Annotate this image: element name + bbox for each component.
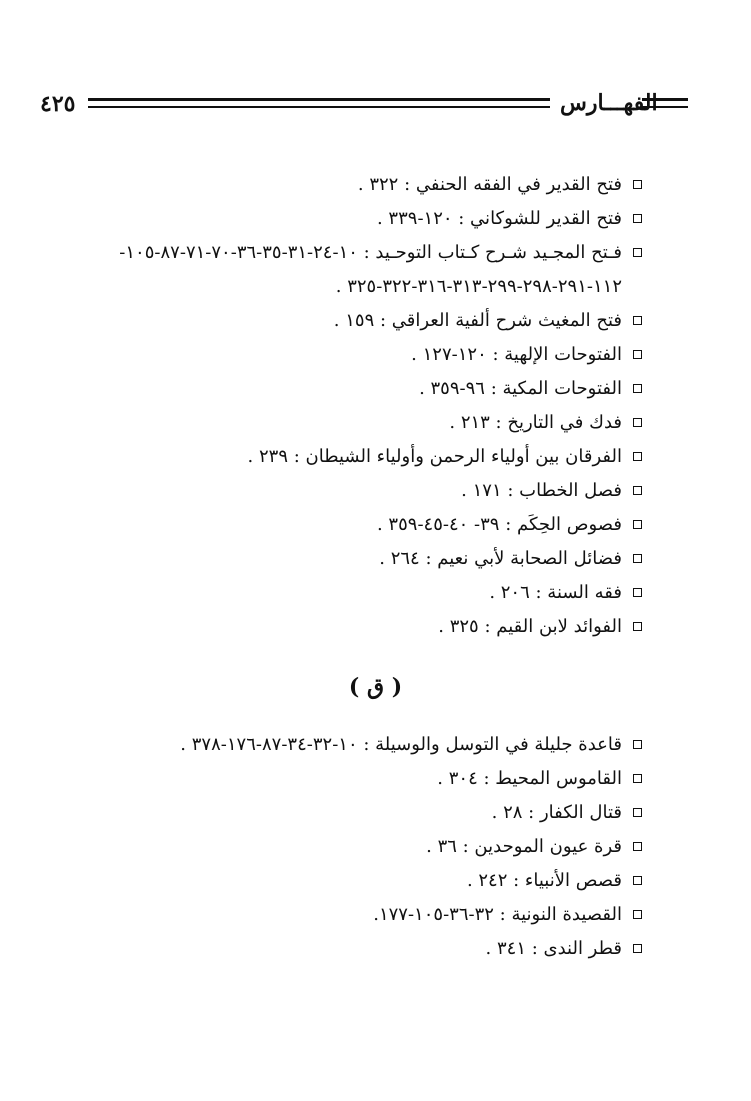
entry-text: قصص الأنبياء : ٢٤٢ . bbox=[466, 870, 622, 891]
entry-text: القصيدة النونية : ٣٢-٣٦-١٠٥-١٧٧. bbox=[373, 904, 622, 925]
square-bullet-icon bbox=[633, 622, 642, 631]
entry-text: فـتح المجـيد شـرح كـتاب التوحـيد : ١٠-٢٤-٣١-٣٥-٣٦-٧٠-٧١-٨٧-١٠٥- ١١٢-٢٩١-٢٩٨-٢٩٩-٣١٣-٣١٦-٣٢٢-٣٢٥ . bbox=[119, 242, 622, 297]
index-entry bbox=[30, 236, 642, 304]
entry-text: الفتوحات الإلهية : ١٢٠-١٢٧ . bbox=[411, 344, 622, 365]
entry-text: الفرقان بين أولياء الرحمن وأولياء الشيطان : ٢٣٩ . bbox=[247, 446, 622, 467]
entry-text: فتح المغيث شرح ألفية العراقي : ١٥٩ . bbox=[333, 310, 622, 331]
entry-text: فتح القدير في الفقه الحنفي : ٣٢٢ . bbox=[357, 174, 622, 195]
square-bullet-icon bbox=[633, 248, 642, 257]
square-bullet-icon bbox=[633, 740, 642, 749]
header-rule-long bbox=[88, 98, 550, 108]
page-header bbox=[40, 88, 690, 128]
square-bullet-icon bbox=[633, 486, 642, 495]
square-bullet-icon bbox=[633, 808, 642, 817]
square-bullet-icon bbox=[633, 520, 642, 529]
index-entry bbox=[30, 440, 642, 474]
entry-text: فدك في التاريخ : ٢١٣ . bbox=[449, 412, 622, 433]
index-entry bbox=[30, 610, 642, 644]
entry-text: فصوص الحِكَم : ٣٩- ٤٠-٤٥-٣٥٩ . bbox=[376, 514, 622, 535]
section-heading-qaf: ( ق ) bbox=[348, 674, 403, 700]
square-bullet-icon bbox=[633, 316, 642, 325]
index-entry bbox=[30, 508, 642, 542]
index-entry bbox=[30, 202, 642, 236]
header-title: الفهـــارس bbox=[560, 90, 658, 116]
square-bullet-icon bbox=[633, 876, 642, 885]
square-bullet-icon bbox=[633, 842, 642, 851]
index-entry bbox=[30, 542, 642, 576]
header-rule-short bbox=[642, 98, 688, 108]
square-bullet-icon bbox=[633, 384, 642, 393]
index-entry bbox=[30, 168, 642, 202]
entry-text: فضائل الصحابة لأبي نعيم : ٢٦٤ . bbox=[379, 548, 622, 569]
square-bullet-icon bbox=[633, 944, 642, 953]
square-bullet-icon bbox=[633, 588, 642, 597]
entry-text: فصل الخطاب : ١٧١ . bbox=[461, 480, 622, 501]
index-entry bbox=[30, 830, 642, 864]
index-entry bbox=[30, 898, 642, 932]
index-entry bbox=[30, 406, 642, 440]
square-bullet-icon bbox=[633, 774, 642, 783]
square-bullet-icon bbox=[633, 452, 642, 461]
index-entry bbox=[30, 864, 642, 898]
entry-text: قطر الندى : ٣٤١ . bbox=[485, 938, 622, 959]
index-entry bbox=[30, 762, 642, 796]
index-entry bbox=[30, 372, 642, 406]
entry-text: فقه السنة : ٢٠٦ . bbox=[489, 582, 622, 603]
page-number: ٤٢٥ bbox=[40, 91, 76, 117]
square-bullet-icon bbox=[633, 910, 642, 919]
index-entry bbox=[30, 932, 642, 966]
index-entry bbox=[30, 796, 642, 830]
entry-text: فتح القدير للشوكاني : ١٢٠-٣٣٩ . bbox=[376, 208, 622, 229]
entry-text: القاموس المحيط : ٣٠٤ . bbox=[437, 768, 622, 789]
entry-text: الفتوحات المكية : ٩٦-٣٥٩ . bbox=[419, 378, 622, 399]
index-entry bbox=[30, 474, 642, 508]
index-entry bbox=[30, 576, 642, 610]
square-bullet-icon bbox=[633, 214, 642, 223]
square-bullet-icon bbox=[633, 350, 642, 359]
entry-text: قرة عيون الموحدين : ٣٦ . bbox=[426, 836, 622, 857]
entry-text: قاعدة جليلة في التوسل والوسيلة : ١٠-٣٢-٣٤-٨٧-١٧٦-٣٧٨ . bbox=[180, 734, 622, 755]
entry-text: الفوائد لابن القيم : ٣٢٥ . bbox=[438, 616, 622, 637]
index-entry bbox=[30, 728, 642, 762]
square-bullet-icon bbox=[633, 180, 642, 189]
square-bullet-icon bbox=[633, 554, 642, 563]
index-entry bbox=[30, 304, 642, 338]
entry-text: قتال الكفار : ٢٨ . bbox=[491, 802, 622, 823]
square-bullet-icon bbox=[633, 418, 642, 427]
index-list-fa bbox=[30, 168, 642, 644]
index-entry bbox=[30, 338, 642, 372]
index-list-qaf bbox=[30, 728, 642, 966]
